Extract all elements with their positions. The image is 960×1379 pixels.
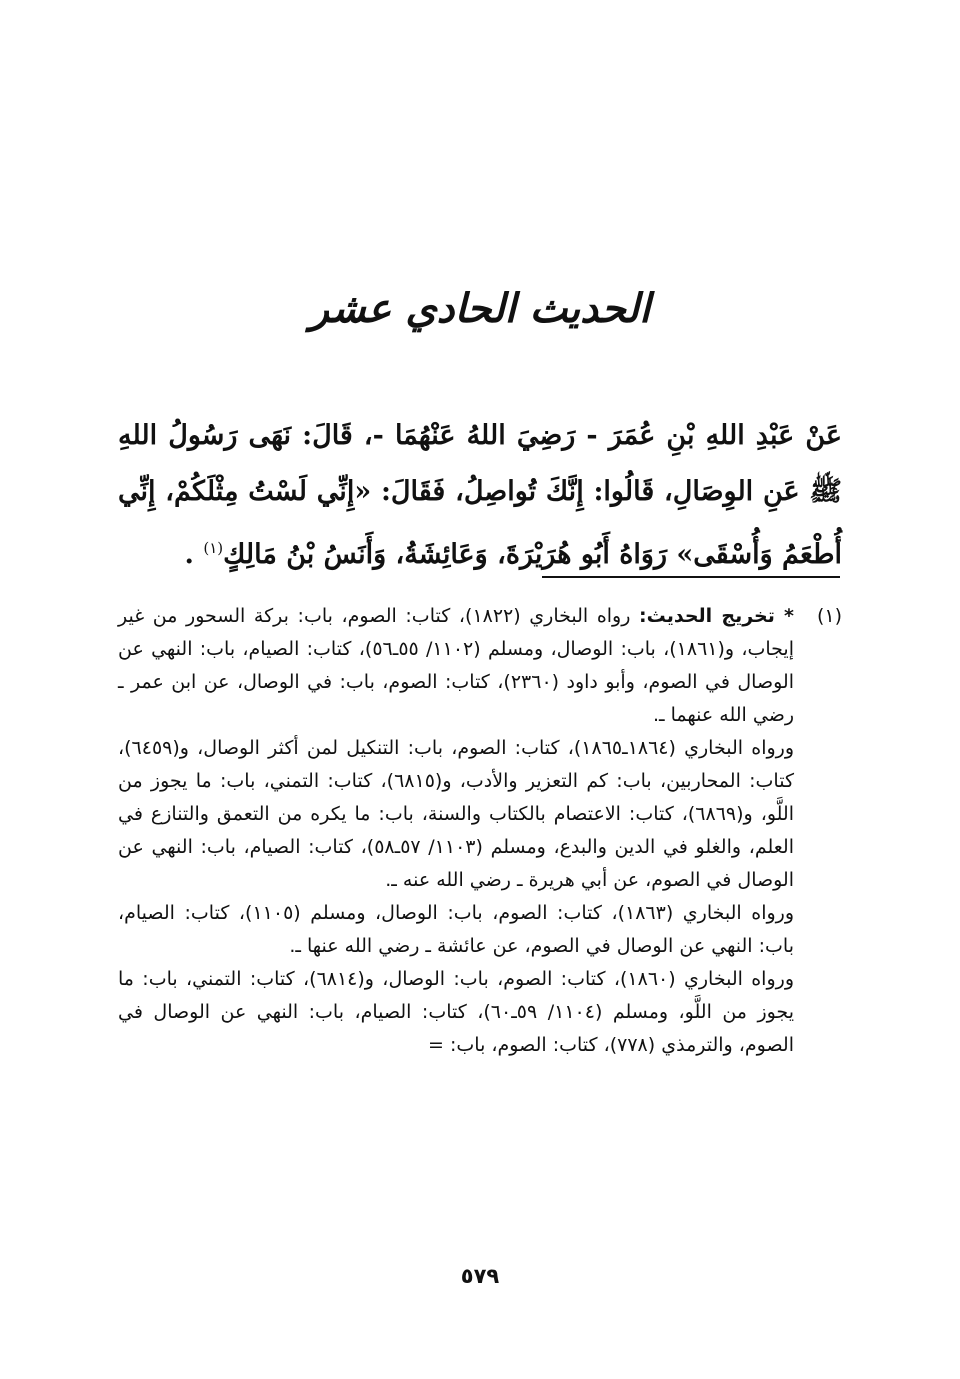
- page-number: ٥٧٩: [460, 1264, 500, 1288]
- footnote-body: [118, 600, 794, 1062]
- footnote-marker: (١): [816, 605, 842, 627]
- footnote-paragraph-text: رواه البخاري (١٨٢٢)، كتاب: الصوم، باب: بركة السحور من غير إيجاب، و(١٨٦١)، باب: الوصال، ومسلم (١١٠٢/ ٥٥ـ٥٦)، كتاب: الصيام، باب: النهي عن الوصال في الصوم، وأبو داود (٢٣٦٠)، كتاب: الصوم، باب: في الوصال، عن ابن عمر ـ رضي الله عنهما ـ.: [118, 605, 794, 726]
- footnote-paragraph: ورواه البخاري (١٨٦٠)، كتاب: الصوم، باب: الوصال، و(٦٨١٤)، كتاب: التمني، باب: ما يجوز من اللَّو، ومسلم (١١٠٤/ ٥٩ـ٦٠)، كتاب: الصيام، باب: النهي عن الوصال في الصوم، والترمذي (٧٧٨)، كتاب: الصوم، باب: =: [118, 968, 794, 1056]
- footnote-reference: (١): [203, 539, 224, 557]
- footnote-paragraph: [118, 600, 794, 732]
- hadith-text-block: [118, 408, 842, 583]
- hadith-end-mark: .: [184, 539, 204, 570]
- hadith-text: عَنْ عَبْدِ اللهِ بْنِ عُمَرَ - رَضِيَ اللهُ عَنْهُمَا -، قَالَ: نَهَى رَسُولُ اللهِ ﷺ عَنِ الوِصَالِ، قَالُوا: إِنَّكَ تُواصِلُ، فَقَالَ: «إِنِّي لَسْتُ مِثْلَكُمْ، إِنِّي أُطْعَمُ وَأُسْقَى» رَوَاهُ أَبُو هُرَيْرَةَ، وَعَائِشَةُ، وَأَنَسُ بْنُ مَالِكٍ: [118, 420, 842, 570]
- footnote: [118, 600, 842, 1062]
- footnote-label: * تخريج الحديث:: [639, 605, 794, 627]
- footnote-paragraph: ورواه البخاري (١٨٦٤ـ١٨٦٥)، كتاب: الصوم، باب: التنكيل لمن أكثر الوصال، و(٦٤٥٩)، كتاب: المحاربين، باب: كم التعزير والأدب، و(٦٨١٥)، كتاب: التمني، باب: ما يجوز من اللَّو، و(٦٨٦٩)، كتاب: الاعتصام بالكتاب والسنة، باب: ما يكره من التعمق والتنازع في العلم، والغلو في الدين والبدع، ومسلم (١١٠٣/ ٥٧ـ٥٨)، كتاب: الصيام، باب: النهي عن الوصال في الصوم، عن أبي هريرة ـ رضي الله عنه ـ.: [118, 737, 794, 891]
- footnote-paragraph: ورواه البخاري (١٨٦٣)، كتاب: الصوم، باب: الوصال، ومسلم (١١٠٥)، كتاب: الصيام، باب: النهي عن الوصال في الصوم، عن عائشة ـ رضي الله عنها ـ.: [118, 902, 794, 957]
- footnote-separator: [542, 576, 840, 578]
- chapter-title: الحديث الحادي عشر: [309, 285, 651, 332]
